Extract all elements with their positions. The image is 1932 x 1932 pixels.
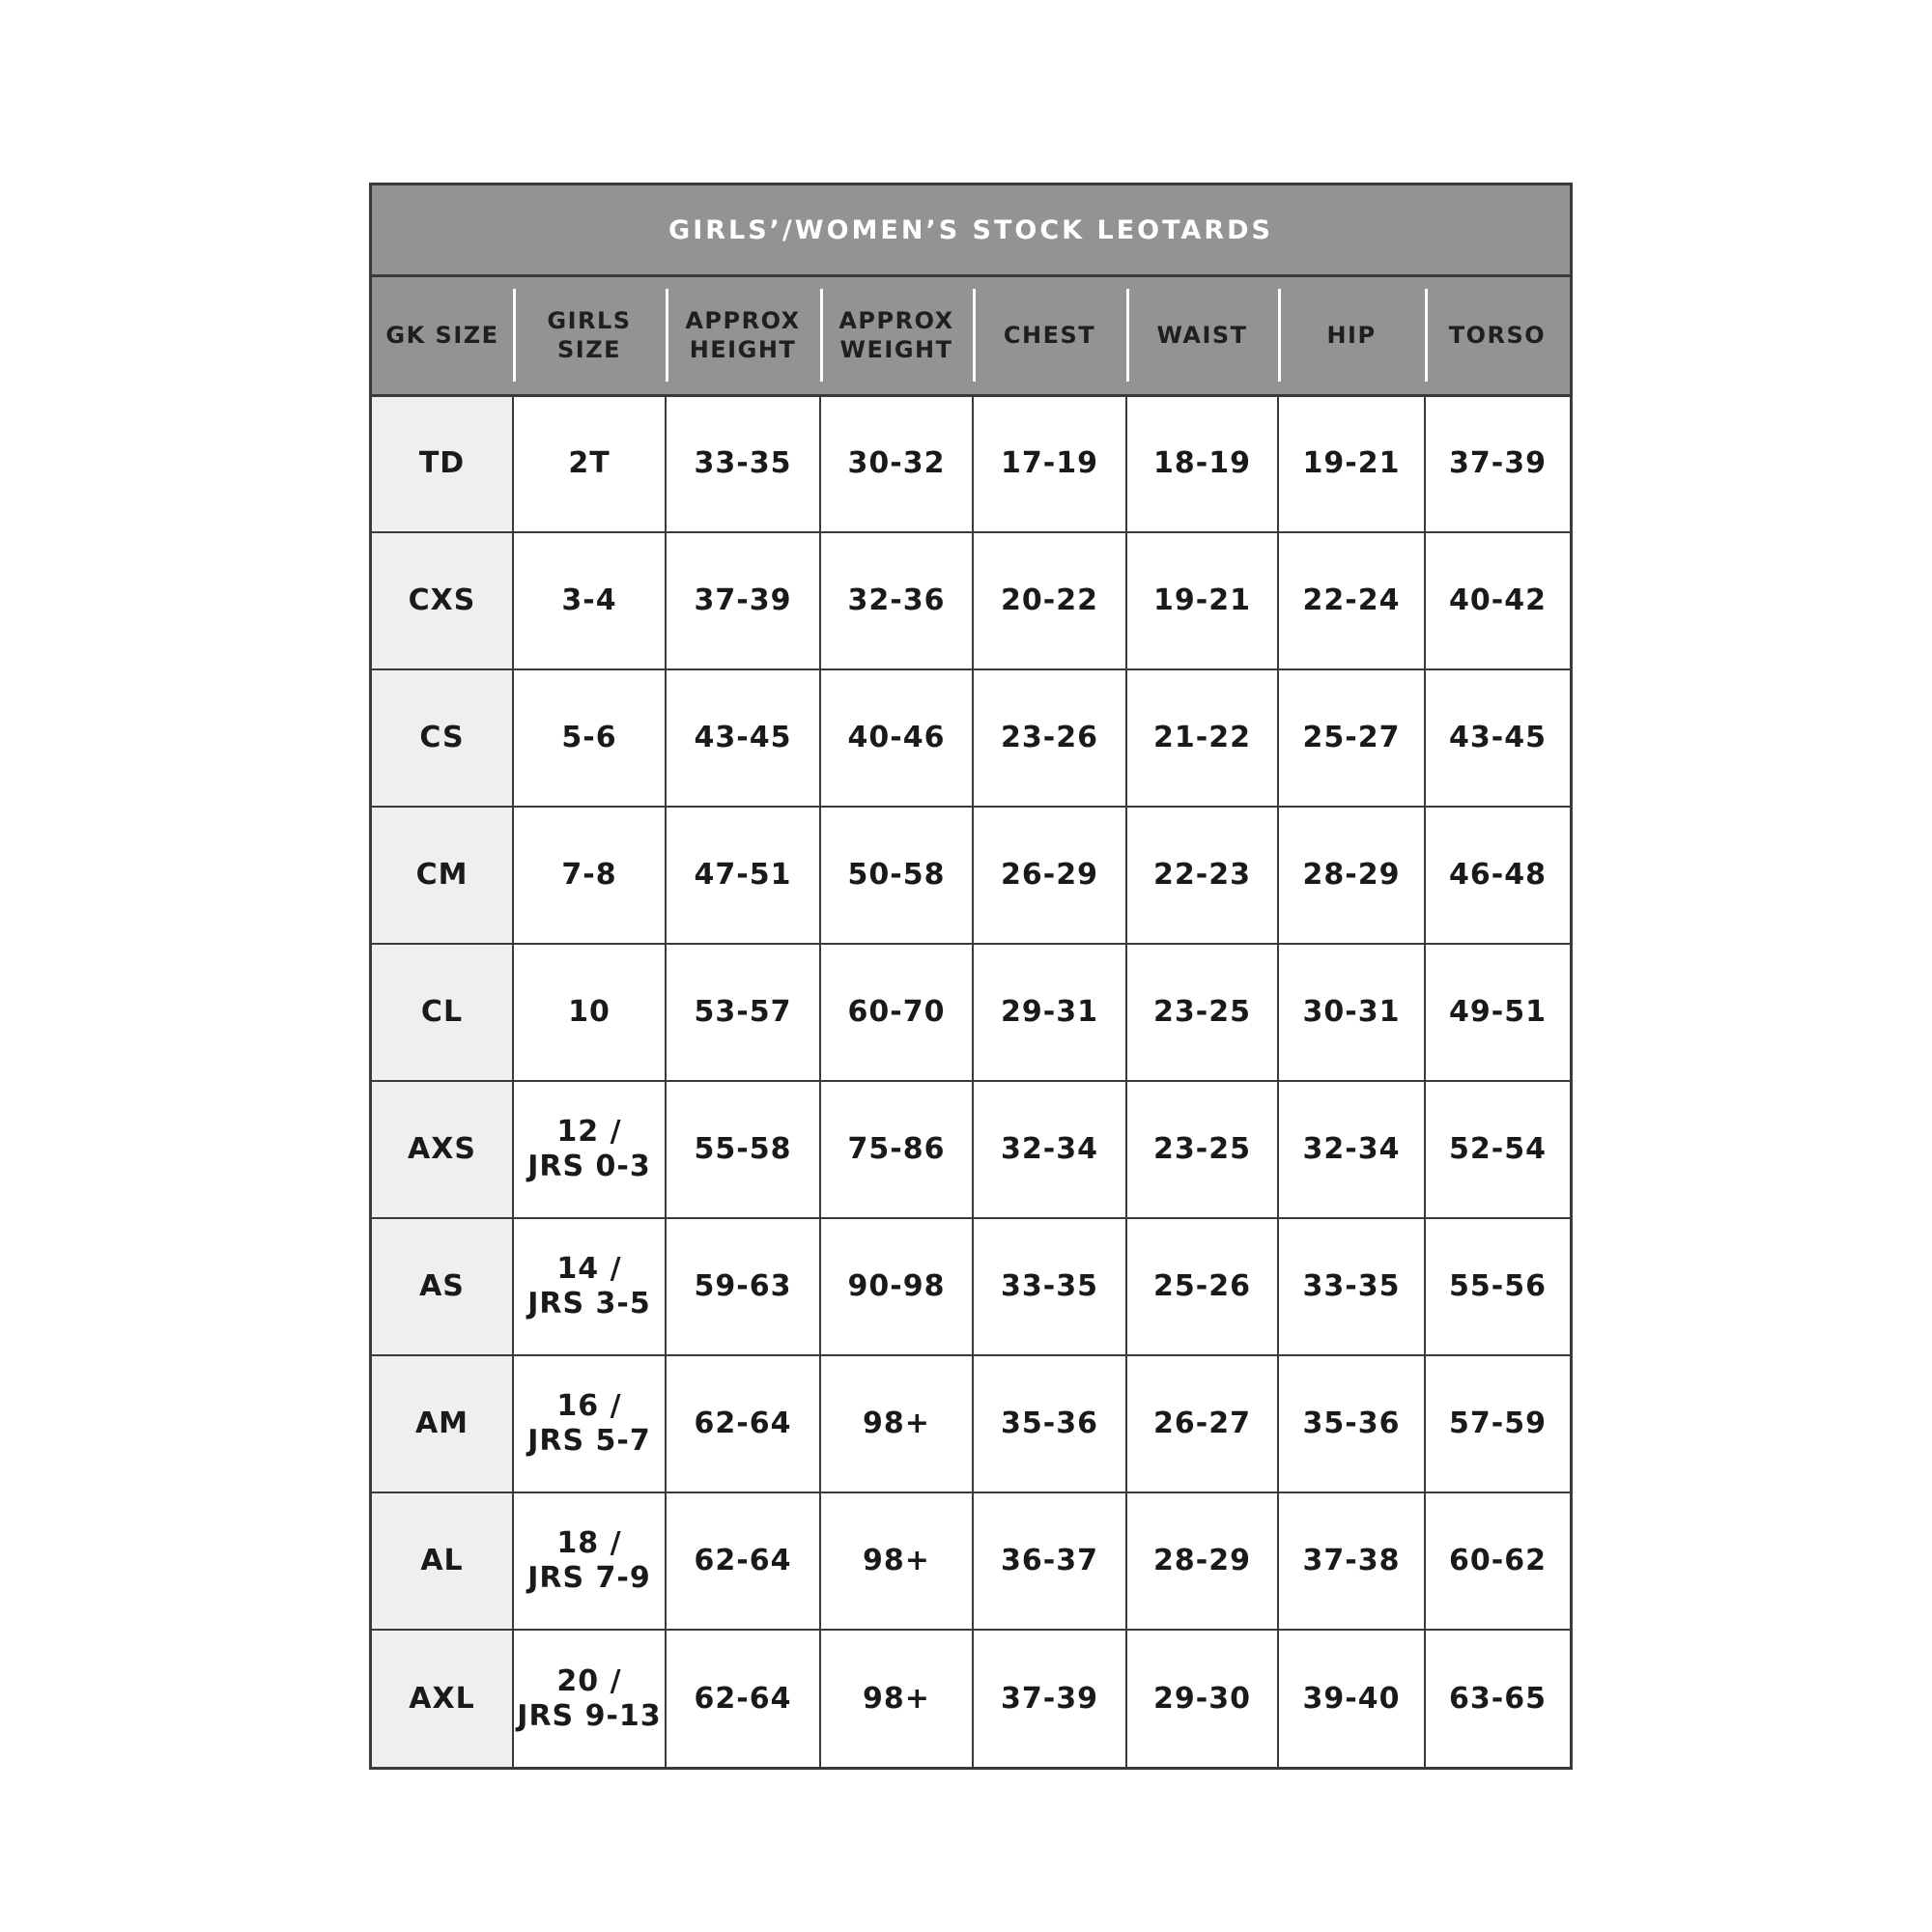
- cell-chest: 36-37: [973, 1492, 1126, 1630]
- cell-torso: 49-51: [1425, 944, 1570, 1081]
- cell-girls-size: 3-4: [513, 532, 666, 669]
- cell-chest: 17-19: [973, 395, 1126, 532]
- cell-chest: 35-36: [973, 1355, 1126, 1492]
- cell-approx-height: 59-63: [666, 1218, 820, 1355]
- table-row: [372, 1081, 1570, 1218]
- cell-waist: 21-22: [1126, 669, 1278, 807]
- cell-gk-size: CS: [372, 669, 513, 807]
- cell-approx-height: 47-51: [666, 807, 820, 944]
- cell-hip: 30-31: [1278, 944, 1425, 1081]
- cell-waist: 22-23: [1126, 807, 1278, 944]
- cell-chest: 32-34: [973, 1081, 1126, 1218]
- cell-hip: 33-35: [1278, 1218, 1425, 1355]
- cell-girls-size: 16 / JRS 5-7: [513, 1355, 666, 1492]
- cell-hip: 22-24: [1278, 532, 1425, 669]
- cell-girls-size: 2T: [513, 395, 666, 532]
- table-row: [372, 944, 1570, 1081]
- cell-waist: 23-25: [1126, 944, 1278, 1081]
- header-torso: TORSO: [1425, 277, 1570, 395]
- cell-approx-weight: 98+: [820, 1630, 973, 1767]
- cell-approx-weight: 98+: [820, 1355, 973, 1492]
- size-chart: [369, 183, 1573, 1770]
- header-hip: HIP: [1278, 277, 1425, 395]
- header-gk-size: GK SIZE: [372, 277, 513, 395]
- size-table: [372, 277, 1570, 1767]
- cell-approx-weight: 60-70: [820, 944, 973, 1081]
- cell-chest: 20-22: [973, 532, 1126, 669]
- table-row: [372, 395, 1570, 532]
- cell-gk-size: AS: [372, 1218, 513, 1355]
- cell-torso: 43-45: [1425, 669, 1570, 807]
- cell-gk-size: CL: [372, 944, 513, 1081]
- cell-hip: 32-34: [1278, 1081, 1425, 1218]
- cell-chest: 29-31: [973, 944, 1126, 1081]
- cell-chest: 23-26: [973, 669, 1126, 807]
- cell-girls-size: 10: [513, 944, 666, 1081]
- cell-approx-weight: 98+: [820, 1492, 973, 1630]
- table-row: [372, 1355, 1570, 1492]
- cell-girls-size: 5-6: [513, 669, 666, 807]
- cell-girls-size: 12 / JRS 0-3: [513, 1081, 666, 1218]
- cell-approx-height: 62-64: [666, 1630, 820, 1767]
- cell-torso: 40-42: [1425, 532, 1570, 669]
- header-approx-height: APPROX HEIGHT: [666, 277, 820, 395]
- header-row: [372, 277, 1570, 395]
- table-row: [372, 669, 1570, 807]
- cell-torso: 46-48: [1425, 807, 1570, 944]
- cell-torso: 63-65: [1449, 1681, 1547, 1716]
- header-approx-weight: APPROX WEIGHT: [820, 277, 973, 395]
- cell-approx-weight: 75-86: [820, 1081, 973, 1218]
- cell-girls-size: 18 / JRS 7-9: [513, 1492, 666, 1630]
- cell-girls-size: 20 / JRS 9-13: [513, 1630, 666, 1767]
- table-row: [372, 532, 1570, 669]
- cell-approx-height: 37-39: [666, 532, 820, 669]
- chart-title: GIRLS’/WOMEN’S STOCK LEOTARDS: [372, 185, 1570, 277]
- cell-approx-height: 53-57: [666, 944, 820, 1081]
- header-chest: CHEST: [973, 277, 1126, 395]
- table-row: [372, 1218, 1570, 1355]
- cell-hip: 19-21: [1278, 395, 1425, 532]
- cell-torso: 57-59: [1425, 1355, 1570, 1492]
- cell-approx-weight: 50-58: [820, 807, 973, 944]
- cell-approx-height: 62-64: [666, 1492, 820, 1630]
- cell-waist: 18-19: [1126, 395, 1278, 532]
- cell-torso: 52-54: [1425, 1081, 1570, 1218]
- cell-approx-weight: 90-98: [820, 1218, 973, 1355]
- cell-gk-size: AXS: [372, 1081, 513, 1218]
- cell-approx-height: 43-45: [666, 669, 820, 807]
- cell-gk-size: AL: [372, 1492, 513, 1630]
- cell-gk-size: AM: [372, 1355, 513, 1492]
- cell-gk-size: AXL: [372, 1630, 513, 1767]
- cell-torso: 60-62: [1425, 1492, 1570, 1630]
- cell-waist: 23-25: [1126, 1081, 1278, 1218]
- cell-gk-size: TD: [372, 395, 513, 532]
- cell-hip: 39-40: [1278, 1630, 1425, 1767]
- cell-hip: 35-36: [1278, 1355, 1425, 1492]
- table-row: [372, 1630, 1570, 1767]
- header-waist: WAIST: [1126, 277, 1278, 395]
- cell-waist: 26-27: [1126, 1355, 1278, 1492]
- header-girls-size: GIRLS SIZE: [513, 277, 666, 395]
- cell-waist: 19-21: [1126, 532, 1278, 669]
- table-row: [372, 807, 1570, 944]
- cell-chest: 37-39: [973, 1630, 1126, 1767]
- cell-approx-height: 62-64: [666, 1355, 820, 1492]
- table-row: [372, 1492, 1570, 1630]
- cell-hip: 25-27: [1278, 669, 1425, 807]
- cell-torso: 37-39: [1425, 395, 1570, 532]
- cell-approx-height: 33-35: [666, 395, 820, 532]
- cell-hip: 37-38: [1278, 1492, 1425, 1630]
- cell-waist: 29-30: [1126, 1630, 1278, 1767]
- cell-gk-size: CXS: [372, 532, 513, 669]
- cell-girls-size: 7-8: [513, 807, 666, 944]
- cell-approx-weight: 40-46: [820, 669, 973, 807]
- cell-waist: 28-29: [1126, 1492, 1278, 1630]
- cell-approx-weight: 30-32: [820, 395, 973, 532]
- cell-gk-size: CM: [372, 807, 513, 944]
- cell-chest: 26-29: [973, 807, 1126, 944]
- cell-hip: 28-29: [1278, 807, 1425, 944]
- cell-chest: 33-35: [973, 1218, 1126, 1355]
- cell-approx-weight: 32-36: [820, 532, 973, 669]
- cell-girls-size: 14 / JRS 3-5: [513, 1218, 666, 1355]
- cell-waist: 25-26: [1126, 1218, 1278, 1355]
- cell-approx-height: 55-58: [666, 1081, 820, 1218]
- cell-torso: 55-56: [1425, 1218, 1570, 1355]
